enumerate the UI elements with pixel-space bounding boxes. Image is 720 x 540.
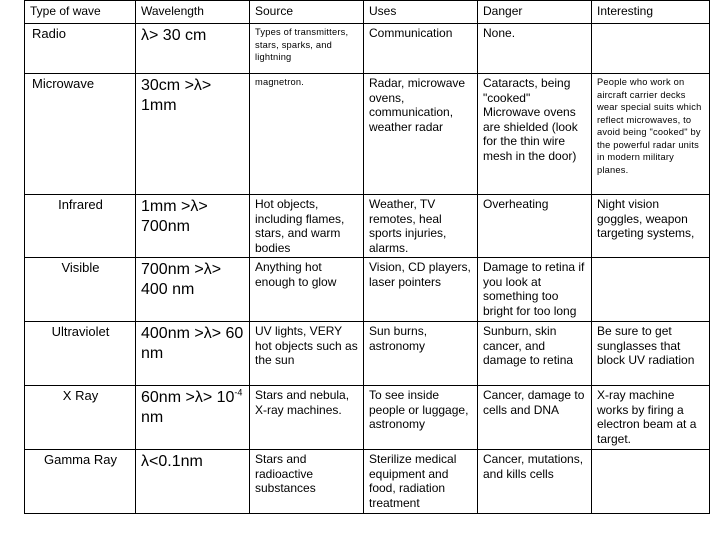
wavelength-cell: 400nm >λ> 60 nm (136, 322, 250, 386)
type-cell: Gamma Ray (25, 450, 136, 514)
interesting-cell (592, 258, 710, 322)
uses-cell: Sun burns, astronomy (364, 322, 478, 386)
interesting-cell (592, 450, 710, 514)
table-row-x-ray (25, 386, 710, 450)
header-type-of-wave: Type of wave (25, 1, 136, 24)
header-source: Source (250, 1, 364, 24)
danger-cell: Cancer, damage to cells and DNA (478, 386, 592, 450)
source-cell: Types of transmitters, stars, sparks, and lightning (250, 24, 364, 74)
source-cell: Anything hot enough to glow (250, 258, 364, 322)
danger-cell: Cataracts, being "cooked" Microwave ovens are shielded (look for the thin wire mesh in the door) (478, 74, 592, 195)
uses-cell: Sterilize medical equipment and food, radiation treatment (364, 450, 478, 514)
wavelength-cell: λ> 30 cm (136, 24, 250, 74)
uses-cell: Vision, CD players, laser pointers (364, 258, 478, 322)
uses-cell: Weather, TV remotes, heal sports injuries, alarms. (364, 195, 478, 258)
wavelength-cell: 700nm >λ> 400 nm (136, 258, 250, 322)
wavelength-cell: λ<0.1nm (136, 450, 250, 514)
uses-cell: To see inside people or luggage, astronomy (364, 386, 478, 450)
type-cell: Ultraviolet (25, 322, 136, 386)
danger-cell: None. (478, 24, 592, 74)
wavelength-cell: 1mm >λ> 700nm (136, 195, 250, 258)
type-cell: Radio (25, 24, 136, 74)
interesting-cell: Be sure to get sunglasses that block UV radiation (592, 322, 710, 386)
uses-cell: Communication (364, 24, 478, 74)
table-row-ultraviolet (25, 322, 710, 386)
uses-cell: Radar, microwave ovens, communication, weather radar (364, 74, 478, 195)
type-cell: Visible (25, 258, 136, 322)
header-danger: Danger (478, 1, 592, 24)
type-cell: X Ray (25, 386, 136, 450)
type-cell: Microwave (25, 74, 136, 195)
interesting-cell: People who work on aircraft carrier decks wear special suits which reflect microwaves, to avoid being "cooked" by the powerful radar units in modern military planes. (592, 74, 710, 195)
source-cell: Hot objects, including flames, stars, and warm bodies (250, 195, 364, 258)
source-cell: Stars and nebula, X-ray machines. (250, 386, 364, 450)
wavelength-unit: nm (141, 409, 164, 426)
table-row-infrared (25, 195, 710, 258)
type-cell: Infrared (25, 195, 136, 258)
electromagnetic-spectrum-table (24, 0, 710, 514)
interesting-cell: X-ray machine works by firing a electron beam at a target. (592, 386, 710, 450)
header-wavelength: Wavelength (136, 1, 250, 24)
header-row (25, 1, 710, 24)
danger-cell: Cancer, mutations, and kills cells (478, 450, 592, 514)
source-cell: Stars and radioactive substances (250, 450, 364, 514)
table-row-microwave (25, 74, 710, 195)
danger-cell: Sunburn, skin cancer, and damage to retina (478, 322, 592, 386)
wavelength-exponent: -4 (234, 387, 243, 398)
source-cell: magnetron. (250, 74, 364, 195)
table-row-visible (25, 258, 710, 322)
header-uses: Uses (364, 1, 478, 24)
header-interesting: Interesting (592, 1, 710, 24)
wavelength-cell (136, 386, 250, 450)
source-cell: UV lights, VERY hot objects such as the sun (250, 322, 364, 386)
interesting-cell (592, 24, 710, 74)
danger-cell: Overheating (478, 195, 592, 258)
table-row-gamma-ray (25, 450, 710, 514)
table-row-radio (25, 24, 710, 74)
wavelength-cell: 30cm >λ> 1mm (136, 74, 250, 195)
danger-cell: Damage to retina if you look at something too bright for too long (478, 258, 592, 322)
wavelength-main: 60nm >λ> 10 (141, 389, 235, 406)
interesting-cell: Night vision goggles, weapon targeting systems, (592, 195, 710, 258)
